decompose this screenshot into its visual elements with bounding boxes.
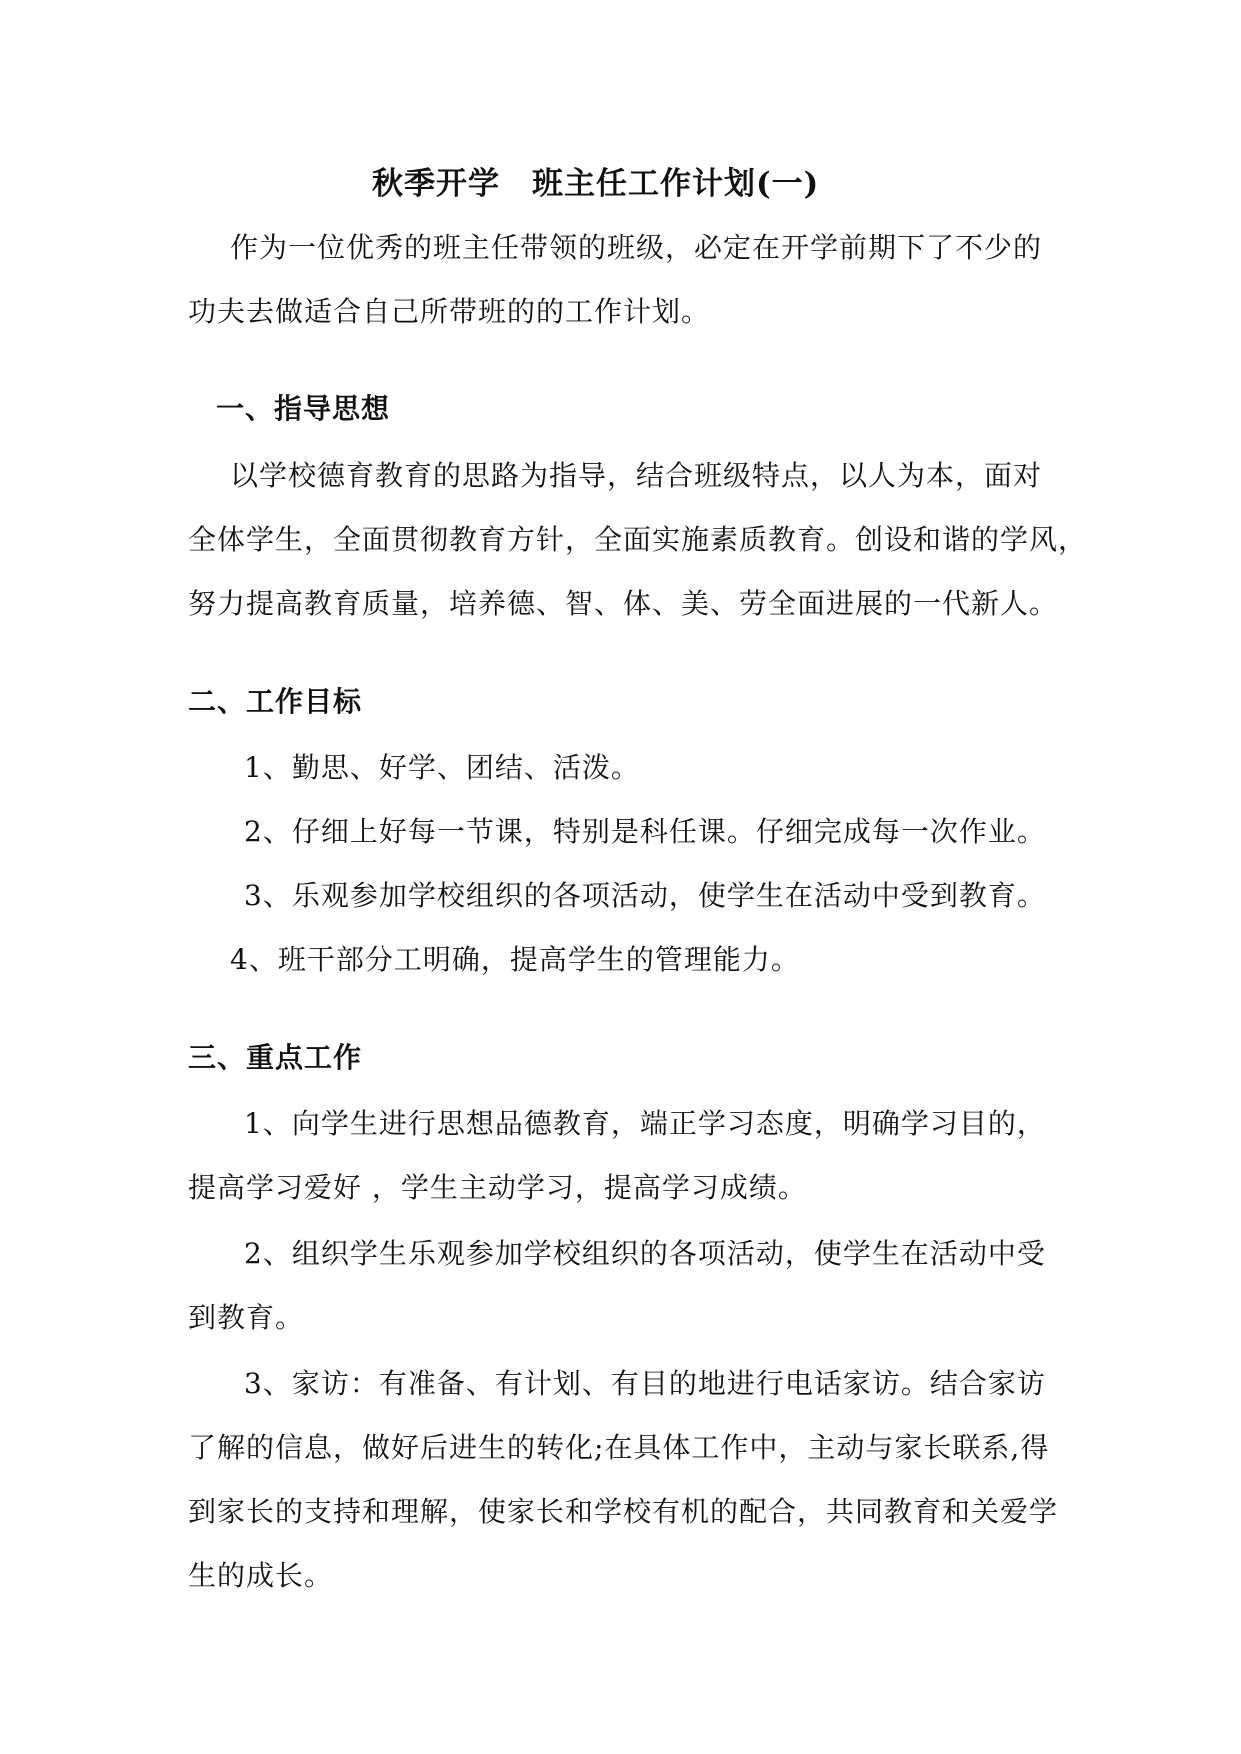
key-work-1-line-2: 提高学习爱好 ，学生主动学习，提高学习成绩。 (188, 1171, 807, 1204)
section1-line-3: 努力提高教育质量，培养德、智、体、美、劳全面进展的一代新人。 (188, 587, 1059, 620)
section-heading-key-work: 三、重点工作 (188, 1041, 363, 1074)
intro-line-2: 功夫去做适合自己所带班的的工作计划。 (188, 295, 711, 328)
section1-line-2: 全体学生，全面贯彻教育方针，全面实施素质教育。创设和谐的学风， (188, 523, 1088, 556)
key-work-3-line-2: 了解的信息，做好后进生的转化;在具体工作中，主动与家长联系,得 (188, 1431, 1050, 1464)
goal-item-1: 1、勤思、好学、团结、活泼。 (244, 751, 640, 784)
key-work-3-line-1: 3、家访：有准备、有计划、有目的地进行电话家访。结合家访 (244, 1367, 1046, 1400)
goal-item-4: 4、班干部分工明确，提高学生的管理能力。 (230, 943, 800, 976)
key-work-3-line-4: 生的成长。 (188, 1559, 334, 1592)
key-work-2-line-2: 到教育。 (188, 1301, 305, 1334)
section-heading-work-goals: 二、工作目标 (188, 685, 363, 718)
intro-line-1: 作为一位优秀的班主任带领的班级，必定在开学前期下了不少的 (230, 231, 1043, 264)
section-heading-guiding-thought: 一、指导思想 (216, 392, 391, 425)
section1-line-1: 以学校德育教育的思路为指导，结合班级特点，以人为本，面对 (230, 459, 1043, 492)
key-work-1-line-1: 1、向学生进行思想品德教育，端正学习态度，明确学习目的， (244, 1107, 1046, 1140)
key-work-3-line-3: 到家长的支持和理解，使家长和学校有机的配合，共同教育和关爱学 (188, 1495, 1059, 1528)
key-work-2-line-1: 2、组织学生乐观参加学校组织的各项活动，使学生在活动中受 (244, 1237, 1046, 1270)
goal-item-2: 2、仔细上好每一节课，特别是科任课。仔细完成每一次作业。 (244, 815, 1046, 848)
document-title: 秋季开学 班主任工作计划(一) (372, 166, 820, 202)
goal-item-3: 3、乐观参加学校组织的各项活动，使学生在活动中受到教育。 (244, 879, 1046, 912)
